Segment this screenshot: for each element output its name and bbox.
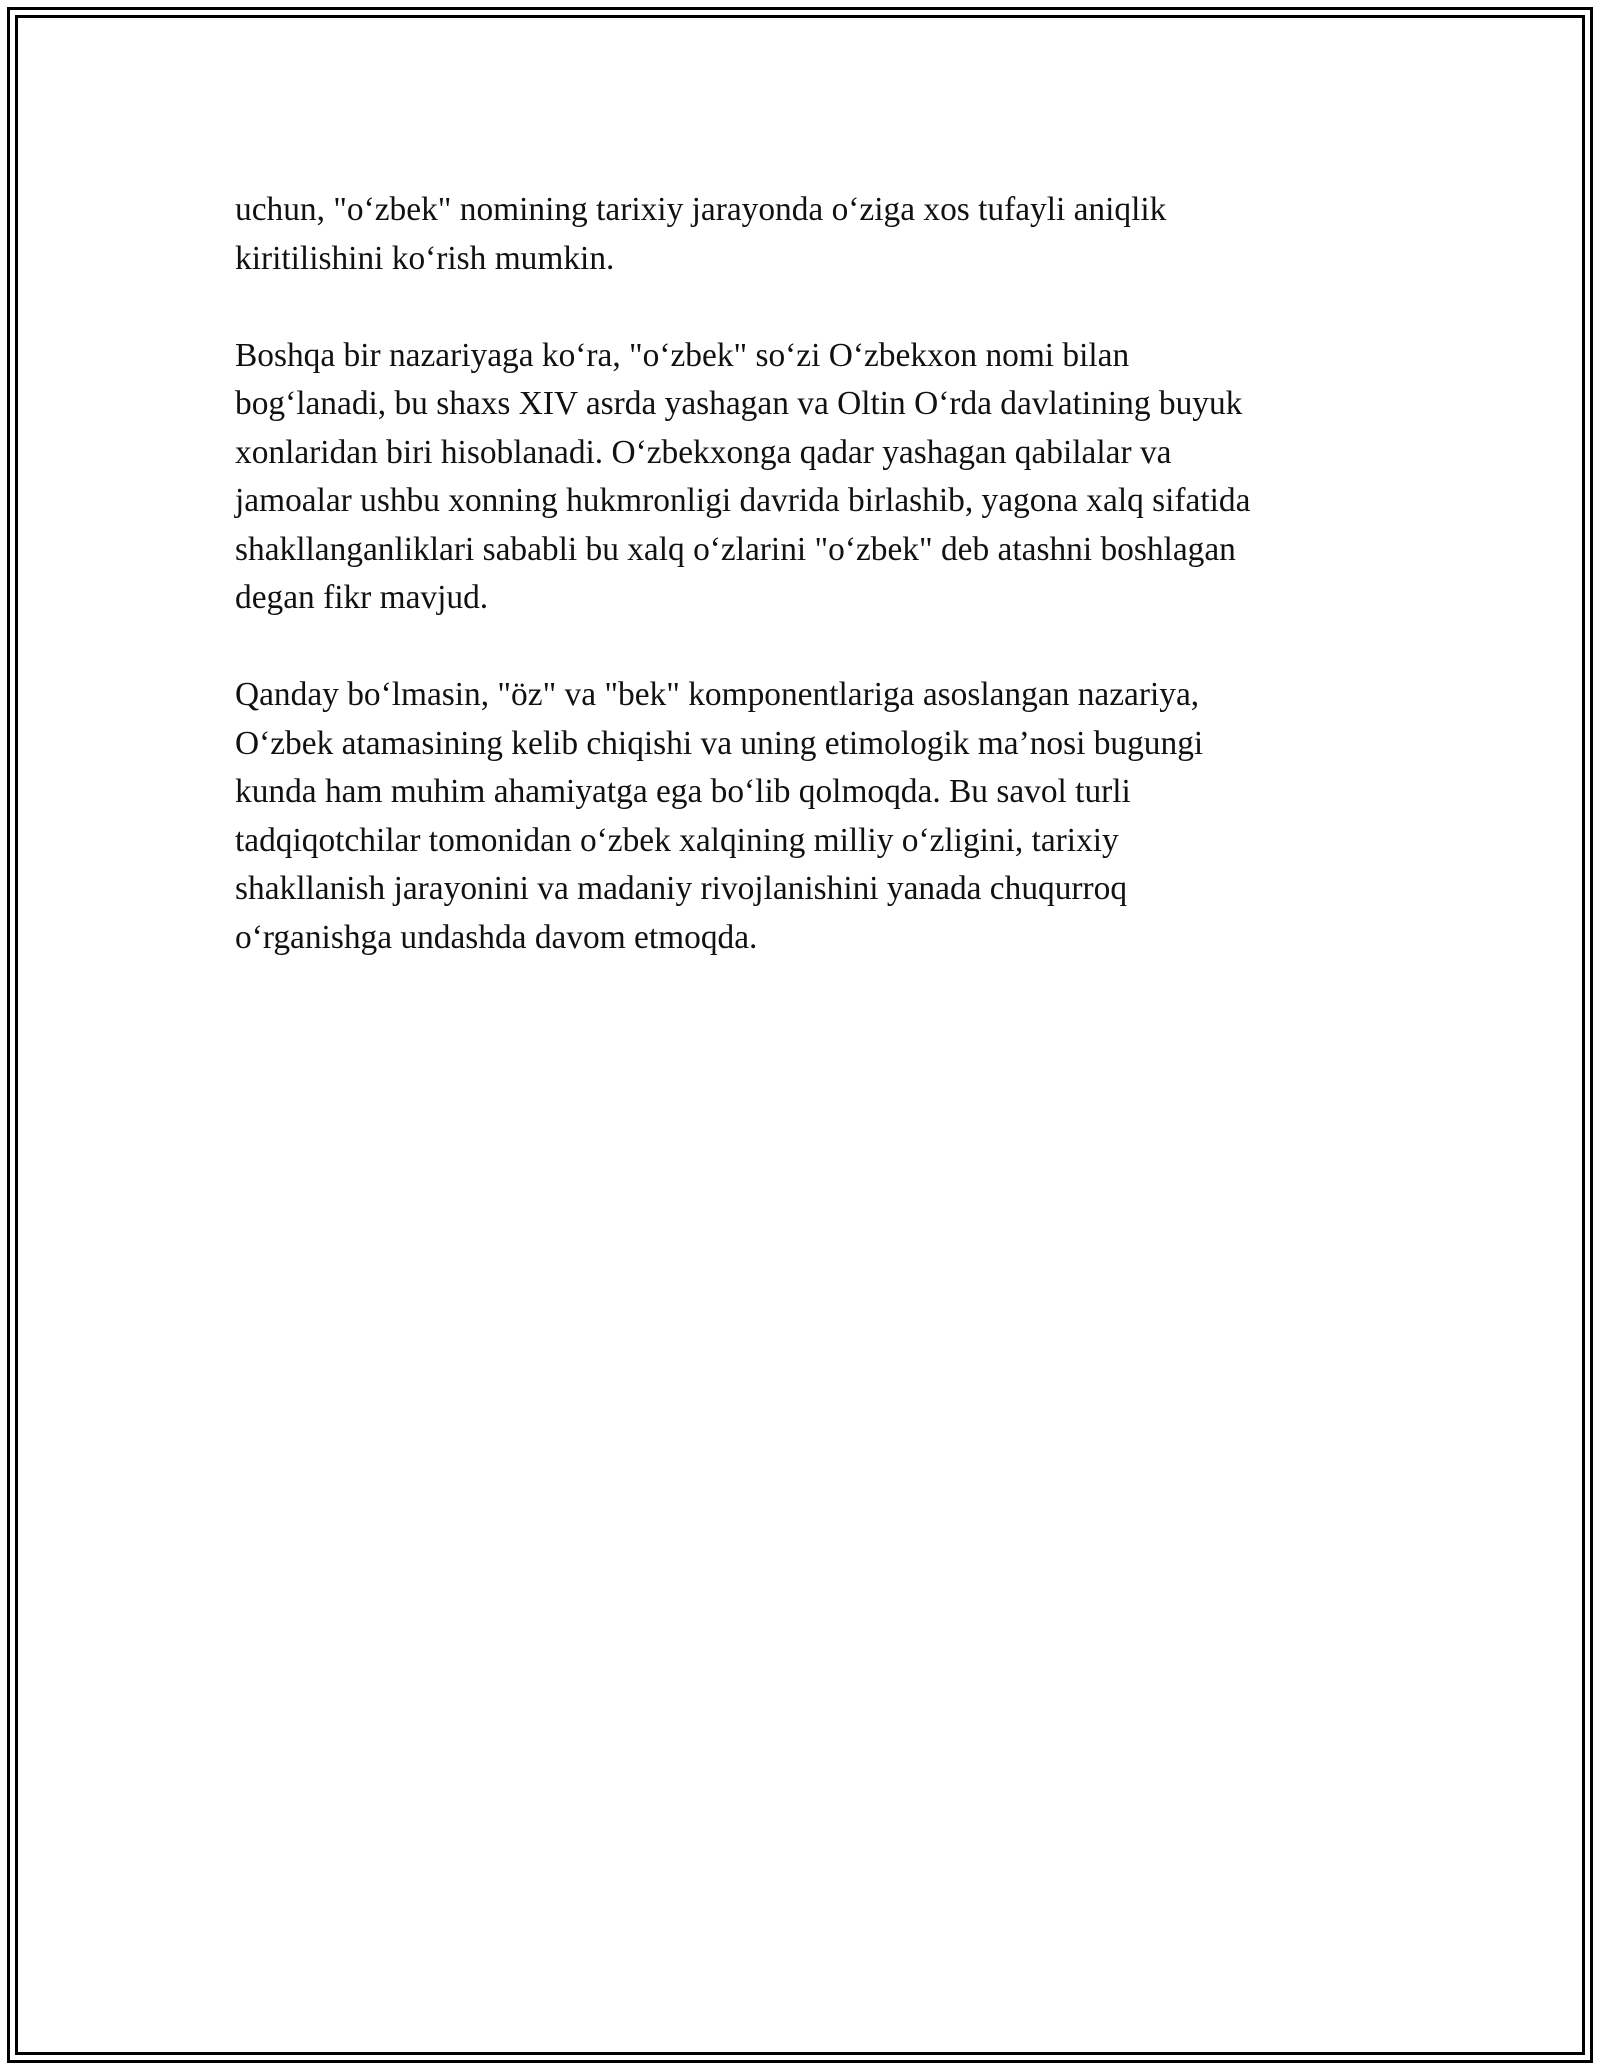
text-line: shakllanganliklari sababli bu xalq o‘zlarini "o‘zbek" deb atashni boshlagan xyxy=(235,530,1236,568)
text-line: o‘rganishga undashda davom etmoqda. xyxy=(235,918,758,956)
document-body xyxy=(235,186,1365,962)
text-line: Boshqa bir nazariyaga ko‘ra, "o‘zbek" so‘zi O‘zbekxon nomi bilan xyxy=(235,336,1130,374)
paragraph-2 xyxy=(235,332,1365,623)
text-line: Qanday bo‘lmasin, "öz" va "bek" komponentlariga asoslangan nazariya, xyxy=(235,676,1200,713)
text-line: degan fikr mavjud. xyxy=(235,579,489,616)
text-line: xonlaridan biri hisoblanadi. O‘zbekxonga qadar yashagan qabilalar va xyxy=(235,433,1172,471)
text-line: tadqiqotchilar tomonidan o‘zbek xalqining milliy o‘zligini, tarixiy xyxy=(235,821,1119,859)
text-line: jamoalar ushbu xonning hukmronligi davrida birlashib, yagona xalq sifatida xyxy=(235,482,1251,519)
text-line: O‘zbek atamasining kelib chiqishi va uning etimologik ma’nosi bugungi xyxy=(235,724,1204,762)
text-line: shakllanish jarayonini va madaniy rivojlanishini yanada chuqurroq xyxy=(235,870,1128,907)
paragraph-1 xyxy=(235,186,1365,283)
text-line: bog‘lanadi, bu shaxs XIV asrda yashagan va Oltin O‘rda davlatining buyuk xyxy=(235,385,1243,422)
text-line: kunda ham muhim ahamiyatga ega bo‘lib qolmoqda. Bu savol turli xyxy=(235,773,1131,810)
text-line: kiritilishini ko‘rish mumkin. xyxy=(235,239,615,277)
paragraph-3 xyxy=(235,671,1365,962)
text-line: uchun, "o‘zbek" nomining tarixiy jarayonda o‘ziga xos tufayli aniqlik xyxy=(235,191,1167,228)
